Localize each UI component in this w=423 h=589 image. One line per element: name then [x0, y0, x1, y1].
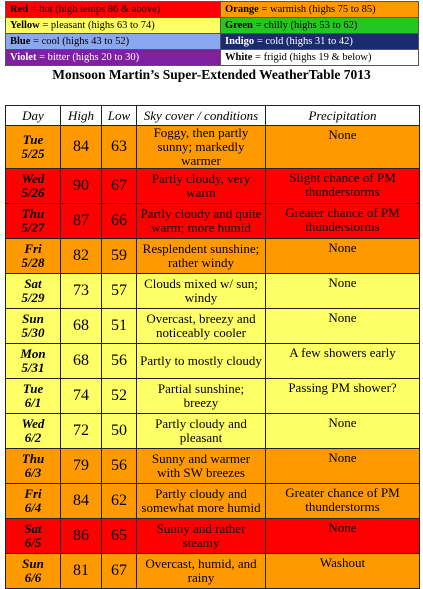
legend-color-name: White [225, 51, 253, 63]
table-row [6, 554, 420, 589]
header-low: Low [102, 106, 137, 126]
sky-conditions: Sunny and warmer with SW breezes [137, 449, 266, 484]
day-cell [6, 274, 61, 309]
low-temp: 50 [102, 414, 137, 449]
low-temp: 56 [102, 344, 137, 379]
day-of-week: Tue [22, 132, 44, 147]
high-temp: 87 [61, 204, 102, 239]
legend-item-indigo [221, 34, 419, 50]
legend-description: = chilly (highs 53 to 62) [252, 19, 358, 31]
legend-item-violet [6, 50, 221, 66]
day-of-week: Fri [24, 241, 42, 256]
legend-item-red [6, 2, 221, 18]
low-temp: 57 [102, 274, 137, 309]
high-temp: 90 [61, 169, 102, 204]
table-row [6, 519, 420, 554]
legend-row [6, 34, 419, 50]
precipitation: None [266, 519, 420, 554]
date: 5/31 [21, 360, 45, 375]
day-cell [6, 554, 61, 589]
legend-color-name: Red [10, 3, 29, 15]
header-precipitation: Precipitation [266, 106, 420, 126]
day-of-week: Thu [21, 206, 45, 221]
low-temp: 56 [102, 449, 137, 484]
date: 6/1 [24, 395, 42, 410]
day-cell [6, 169, 61, 204]
legend-color-name: Green [225, 19, 253, 31]
day-of-week: Wed [21, 416, 45, 431]
legend-row [6, 2, 419, 18]
day-cell [6, 414, 61, 449]
table-row [6, 126, 420, 169]
table-header-row [6, 106, 420, 126]
precipitation: None [266, 239, 420, 274]
high-temp: 68 [61, 309, 102, 344]
precipitation: Passing PM shower? [266, 379, 420, 414]
precipitation: Slight chance of PM thunderstorms [266, 169, 420, 204]
precipitation: Greater chance of PM thunderstorms [266, 204, 420, 239]
date: 5/26 [21, 185, 45, 200]
high-temp: 84 [61, 126, 102, 169]
date: 6/5 [24, 535, 42, 550]
precipitation: None [266, 126, 420, 169]
legend-body [6, 2, 419, 66]
page-title: Monsoon Martin’s Super-Extended WeatherTable 7013 [52, 67, 371, 82]
precipitation: Greater chance of PM thunderstorms [266, 484, 420, 519]
day-of-week: Tue [22, 381, 44, 396]
low-temp: 67 [102, 169, 137, 204]
precipitation: None [266, 449, 420, 484]
low-temp: 63 [102, 126, 137, 169]
legend-description: = frigid (highs 19 & below) [252, 51, 372, 63]
sky-conditions: Clouds mixed w/ sun; windy [137, 274, 266, 309]
low-temp: 62 [102, 484, 137, 519]
legend-item-white [221, 50, 419, 66]
day-cell [6, 309, 61, 344]
day-cell [6, 126, 61, 169]
legend-color-name: Yellow [10, 19, 40, 31]
legend-item-yellow [6, 18, 221, 34]
legend-color-name: Blue [10, 35, 31, 47]
legend-color-name: Indigo [225, 35, 255, 47]
table-row [6, 379, 420, 414]
table-row [6, 344, 420, 379]
header-high: High [61, 106, 102, 126]
sky-conditions: Partly cloudy and somewhat more humid [137, 484, 266, 519]
low-temp: 66 [102, 204, 137, 239]
date: 5/25 [21, 146, 45, 161]
weather-table [5, 105, 420, 589]
high-temp: 82 [61, 239, 102, 274]
high-temp: 81 [61, 554, 102, 589]
sky-conditions: Overcast, humid, and rainy [137, 554, 266, 589]
high-temp: 73 [61, 274, 102, 309]
high-temp: 72 [61, 414, 102, 449]
low-temp: 51 [102, 309, 137, 344]
sky-conditions: Resplendent sunshine; rather windy [137, 239, 266, 274]
table-row [6, 309, 420, 344]
date: 5/27 [21, 220, 45, 235]
legend-item-orange [221, 2, 419, 18]
day-cell [6, 344, 61, 379]
day-cell [6, 484, 61, 519]
sky-conditions: Foggy, then partly sunny; markedly warmer [137, 126, 266, 169]
low-temp: 67 [102, 554, 137, 589]
legend-row [6, 50, 419, 66]
date: 6/6 [24, 570, 42, 585]
day-cell [6, 204, 61, 239]
day-of-week: Sun [22, 556, 44, 571]
date: 5/28 [21, 255, 45, 270]
date: 5/29 [21, 290, 45, 305]
day-of-week: Fri [24, 486, 42, 501]
precipitation: A few showers early [266, 344, 420, 379]
date: 6/2 [24, 430, 42, 445]
table-row [6, 449, 420, 484]
sky-conditions: Partly to mostly cloudy [137, 344, 266, 379]
legend-item-blue [6, 34, 221, 50]
header-sky: Sky cover / conditions [137, 106, 266, 126]
day-of-week: Mon [20, 346, 46, 361]
legend-description: = pleasant (highs 63 to 74) [39, 19, 155, 31]
table-row [6, 484, 420, 519]
legend-color-name: Violet [10, 51, 37, 63]
table-row [6, 414, 420, 449]
table-row [6, 274, 420, 309]
table-body [6, 126, 420, 589]
day-cell [6, 239, 61, 274]
legend-description: = hot (high temps 86 & above) [28, 3, 161, 15]
legend-description: = bitter (highs 20 to 30) [36, 51, 140, 63]
low-temp: 52 [102, 379, 137, 414]
day-of-week: Wed [21, 171, 45, 186]
high-temp: 68 [61, 344, 102, 379]
legend-item-green [221, 18, 419, 34]
day-of-week: Sat [24, 521, 42, 536]
high-temp: 79 [61, 449, 102, 484]
header-day: Day [6, 106, 61, 126]
sky-conditions: Sunny and rather steamy [137, 519, 266, 554]
low-temp: 65 [102, 519, 137, 554]
sky-conditions: Partial sunshine; breezy [137, 379, 266, 414]
table-row [6, 169, 420, 204]
day-of-week: Thu [21, 451, 45, 466]
day-of-week: Sat [24, 276, 42, 291]
day-cell [6, 449, 61, 484]
day-of-week: Sun [22, 311, 44, 326]
sky-conditions: Partly cloudy, very warm [137, 169, 266, 204]
precipitation: None [266, 309, 420, 344]
date: 6/4 [24, 500, 42, 515]
legend-row [6, 18, 419, 34]
date: 5/30 [21, 325, 45, 340]
precipitation: None [266, 414, 420, 449]
date: 6/3 [24, 465, 42, 480]
legend-description: = cold (highs 31 to 42) [254, 35, 353, 47]
sky-conditions: Partly cloudy and quite warm; more humid [137, 204, 266, 239]
sky-conditions: Overcast, breezy and noticeably cooler [137, 309, 266, 344]
high-temp: 84 [61, 484, 102, 519]
high-temp: 86 [61, 519, 102, 554]
high-temp: 74 [61, 379, 102, 414]
precipitation: None [266, 274, 420, 309]
sky-conditions: Partly cloudy and pleasant [137, 414, 266, 449]
legend-description: = warmish (highs 75 to 85) [258, 3, 376, 15]
day-cell [6, 519, 61, 554]
table-row [6, 239, 420, 274]
color-legend [5, 1, 419, 66]
table-row [6, 204, 420, 239]
low-temp: 59 [102, 239, 137, 274]
day-cell [6, 379, 61, 414]
legend-description: = cool (highs 43 to 52) [30, 35, 130, 47]
precipitation: Washout [266, 554, 420, 589]
legend-color-name: Orange [225, 3, 259, 15]
